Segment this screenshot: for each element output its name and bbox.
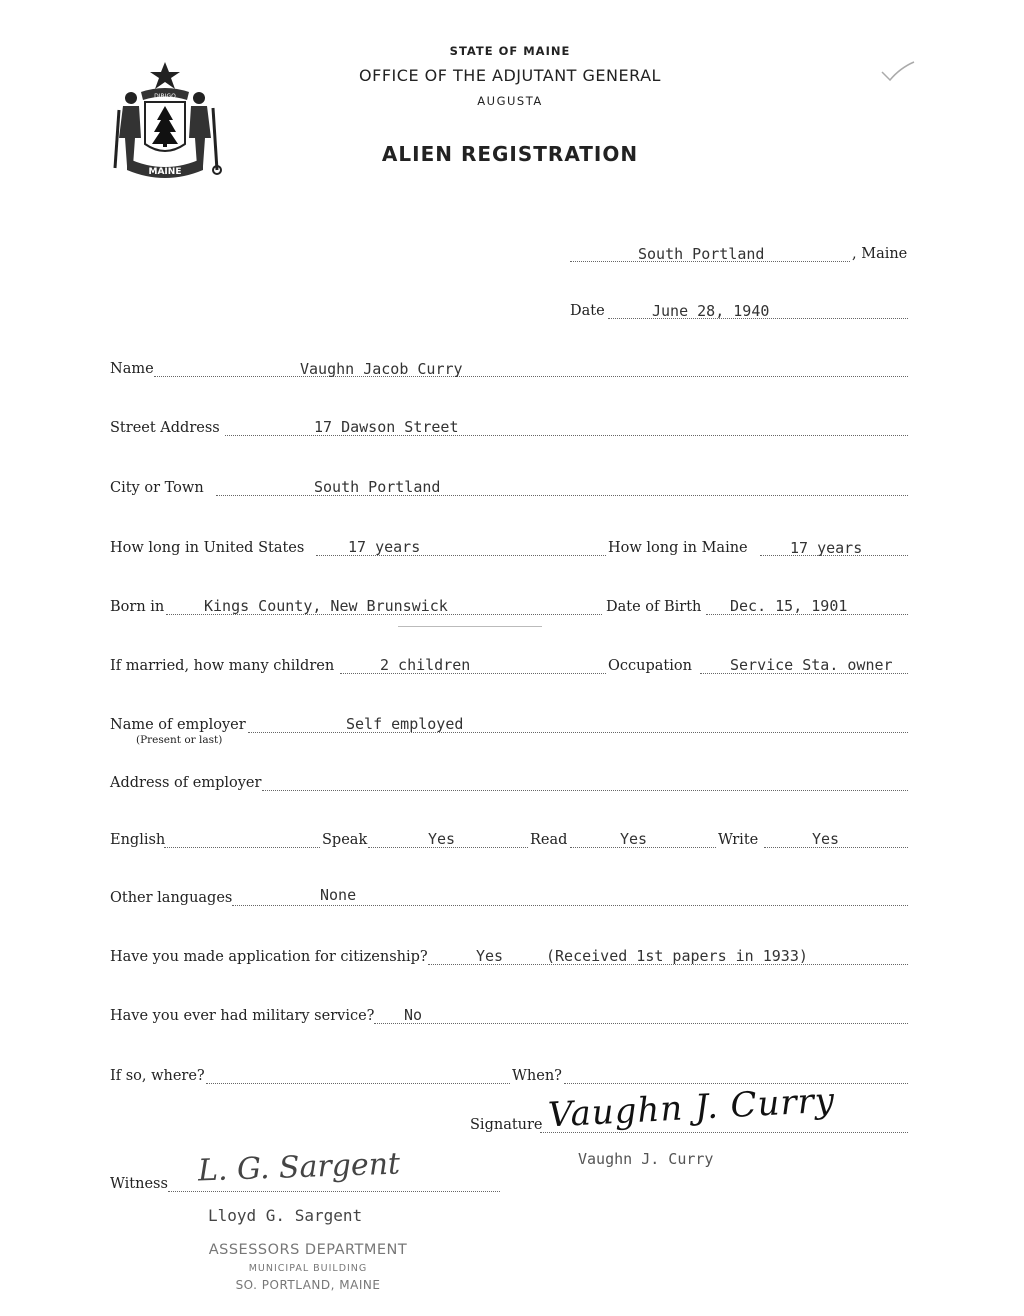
date-label: Date: [570, 303, 605, 319]
employer-value: Self employed: [346, 715, 464, 733]
header-office: OFFICE OF THE ADJUTANT GENERAL: [359, 66, 661, 85]
us-duration-label: How long in United States: [110, 540, 305, 556]
citizenship-value: Yes: [476, 947, 504, 965]
check-mark-icon: [878, 60, 918, 84]
read-value: Yes: [620, 830, 648, 848]
dob-value: Dec. 15, 1901: [730, 597, 848, 615]
seal-banner: MAINE: [148, 167, 182, 177]
stamp-line-1: ASSESSORS DEPARTMENT: [208, 1242, 408, 1258]
employer-label: Name of employer: [110, 717, 246, 733]
name-label: Name: [110, 361, 154, 377]
write-value: Yes: [812, 830, 840, 848]
children-label: If married, how many children: [110, 658, 335, 674]
place-suffix: , Maine: [852, 246, 908, 262]
children-value: 2 children: [380, 656, 471, 674]
speak-value: Yes: [428, 830, 456, 848]
maine-duration-label: How long in Maine: [608, 540, 748, 556]
maine-state-seal: [105, 58, 225, 183]
us-duration-value: 17 years: [348, 538, 421, 556]
header-state: STATE OF MAINE: [449, 44, 571, 58]
signature-handwritten: Vaughn J. Curry: [547, 1080, 837, 1136]
date-value: June 28, 1940: [652, 302, 770, 320]
witness-handwritten: L. G. Sargent: [197, 1146, 401, 1189]
born-label: Born in: [110, 599, 165, 615]
dob-label: Date of Birth: [606, 599, 702, 615]
employer-sublabel: (Present or last): [136, 734, 223, 746]
english-label: English: [110, 832, 166, 848]
signature-label: Signature: [470, 1117, 543, 1133]
street-label: Street Address: [110, 420, 220, 436]
witness-typed: Lloyd G. Sargent: [208, 1206, 363, 1225]
other-languages-value: None: [320, 886, 357, 904]
born-value: Kings County, New Brunswick: [204, 597, 448, 615]
occupation-label: Occupation: [608, 658, 692, 674]
header-city: AUGUSTA: [477, 94, 543, 108]
military-value: No: [404, 1006, 423, 1024]
stamp-line-3: SO. PORTLAND, MAINE: [235, 1278, 381, 1292]
street-value: 17 Dawson Street: [314, 418, 459, 436]
stamp-line-2: MUNICIPAL BUILDING: [248, 1263, 368, 1274]
write-label: Write: [718, 832, 759, 848]
form-title: ALIEN REGISTRATION: [381, 142, 639, 166]
place-value: South Portland: [638, 245, 765, 263]
read-label: Read: [530, 832, 568, 848]
when-label: When?: [512, 1068, 562, 1084]
where-label: If so, where?: [110, 1068, 205, 1084]
occupation-value: Service Sta. owner: [730, 656, 893, 674]
maine-duration-value: 17 years: [790, 539, 863, 557]
military-label: Have you ever had military service?: [110, 1008, 375, 1024]
name-value: Vaughn Jacob Curry: [300, 360, 463, 378]
city-label: City or Town: [110, 480, 204, 496]
witness-label: Witness: [110, 1176, 168, 1192]
citizenship-label: Have you made application for citizenship?: [110, 949, 428, 965]
speak-label: Speak: [322, 832, 368, 848]
seal-motto: DIRIGO: [154, 93, 176, 100]
citizenship-note: (Received 1st papers in 1933): [546, 947, 808, 965]
other-languages-label: Other languages: [110, 890, 233, 906]
city-value: South Portland: [314, 478, 441, 496]
employer-address-label: Address of employer: [110, 775, 262, 791]
signature-typed: Vaughn J. Curry: [578, 1150, 714, 1168]
